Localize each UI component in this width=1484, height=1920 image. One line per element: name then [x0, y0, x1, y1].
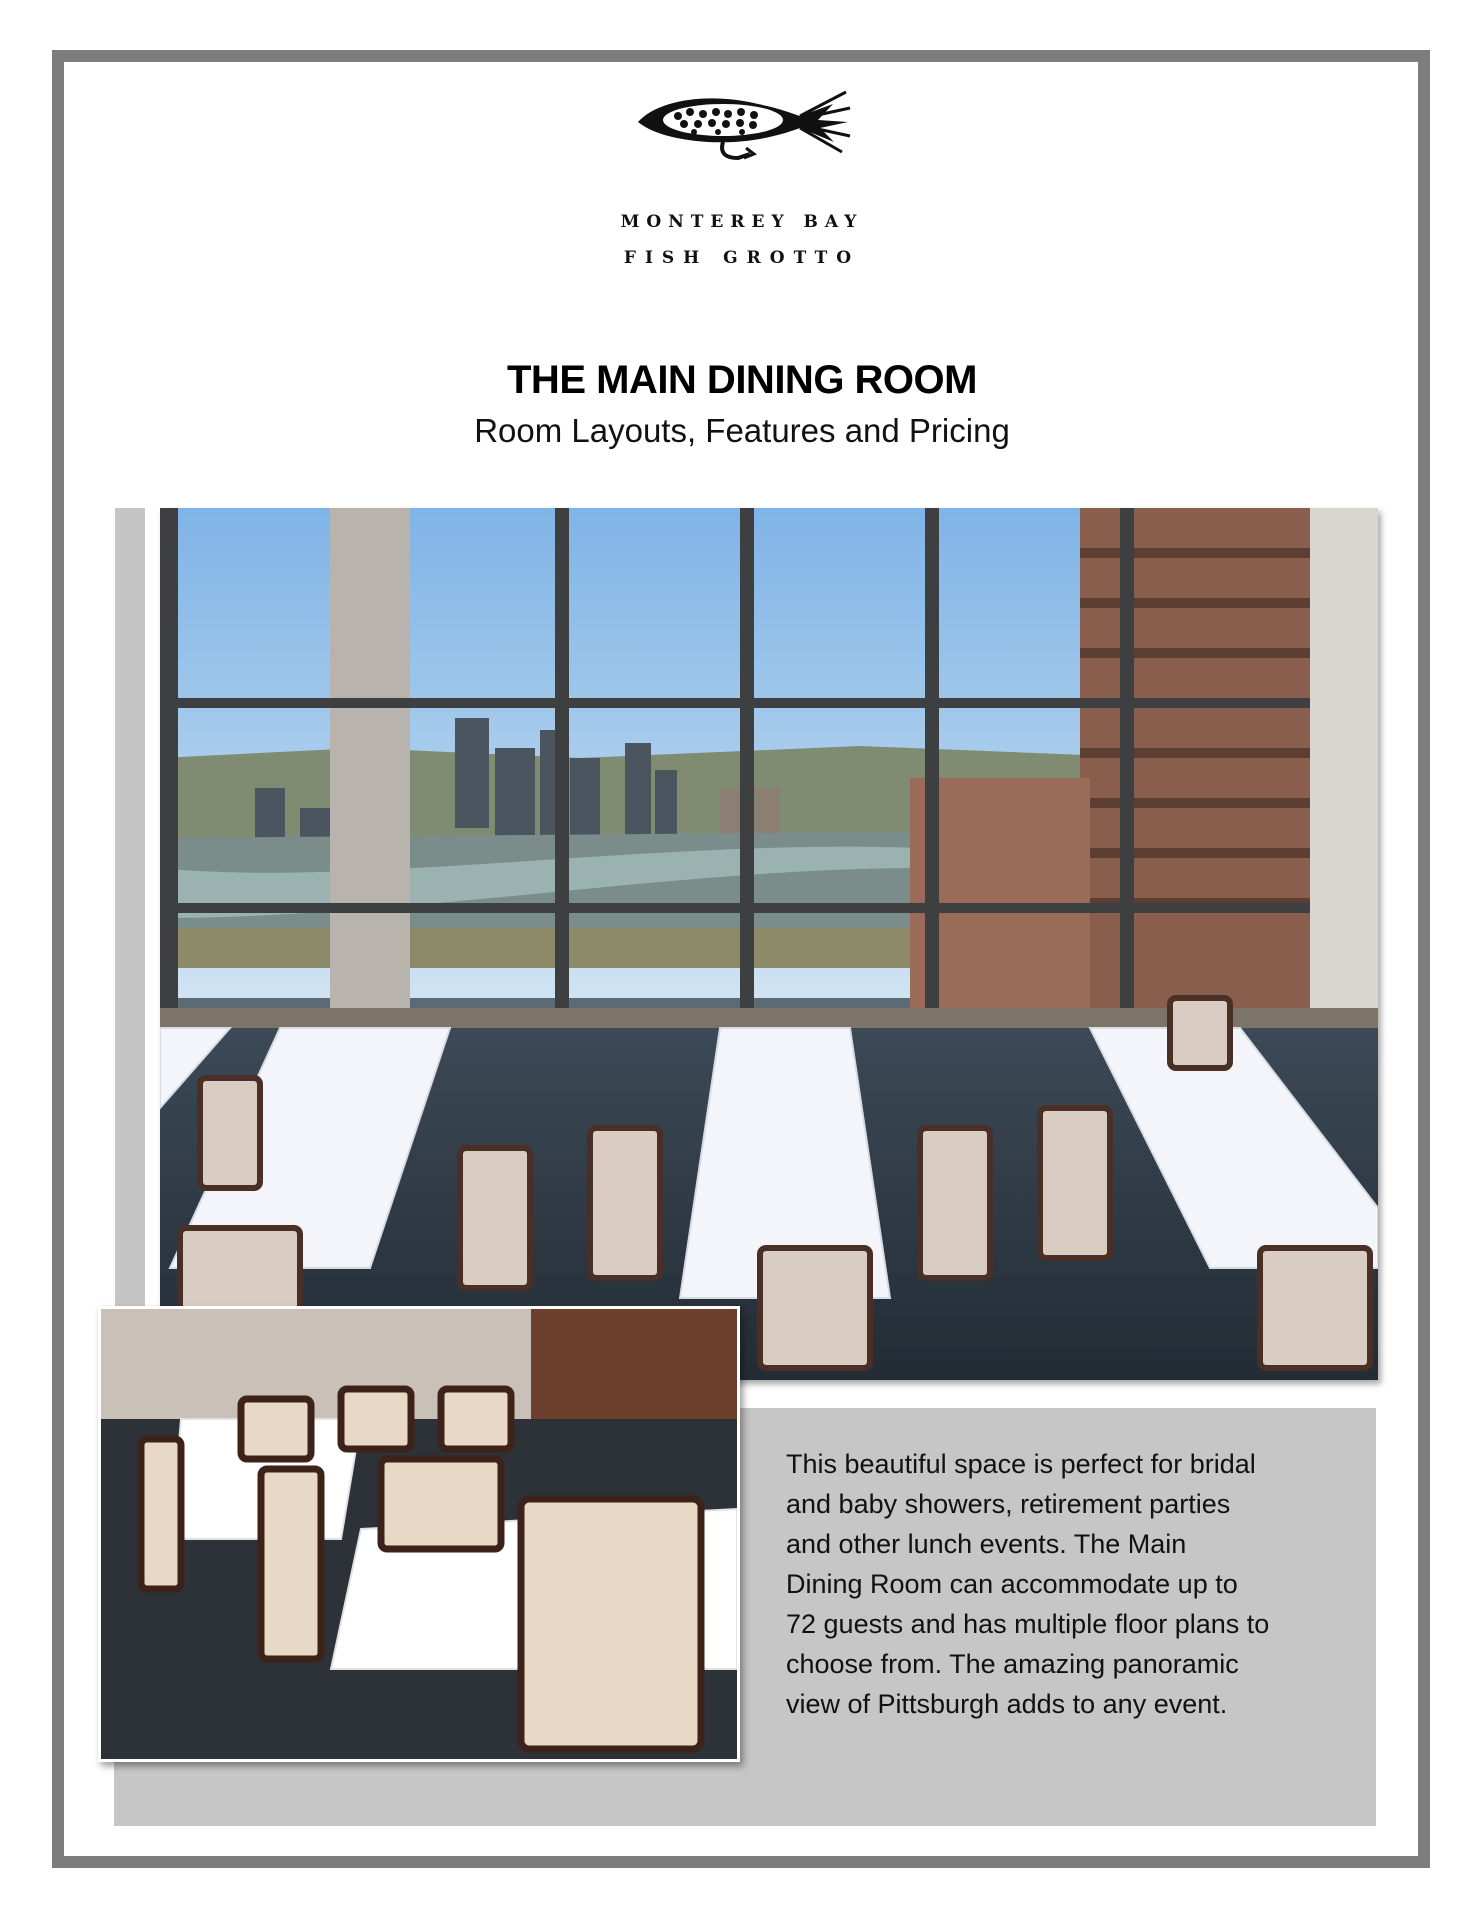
page-subtitle: Room Layouts, Features and Pricing	[474, 412, 1010, 449]
description-line: and baby showers, retirement parties	[786, 1489, 1231, 1519]
description-line: choose from. The amazing panoramic	[786, 1649, 1239, 1679]
page-title: THE MAIN DINING ROOM	[507, 358, 977, 402]
brand-name-line2: FISH GROTTO	[623, 248, 861, 268]
photo-accent-band	[115, 508, 145, 1308]
brand-name-line1: MONTEREY BAY	[620, 212, 864, 232]
description-line: 72 guests and has multiple floor plans to	[786, 1609, 1270, 1639]
room-description	[786, 1444, 1326, 1724]
description-line: Dining Room can accommodate up to	[786, 1569, 1238, 1599]
panoramic-dining-room-photo	[160, 508, 1378, 1380]
table-setting-photo	[98, 1306, 740, 1762]
fly-fish-logo-icon	[628, 82, 852, 172]
description-line: view of Pittsburgh adds to any event.	[786, 1689, 1228, 1719]
description-line: This beautiful space is perfect for bridal	[786, 1449, 1256, 1479]
description-line: and other lunch events. The Main	[786, 1529, 1187, 1559]
